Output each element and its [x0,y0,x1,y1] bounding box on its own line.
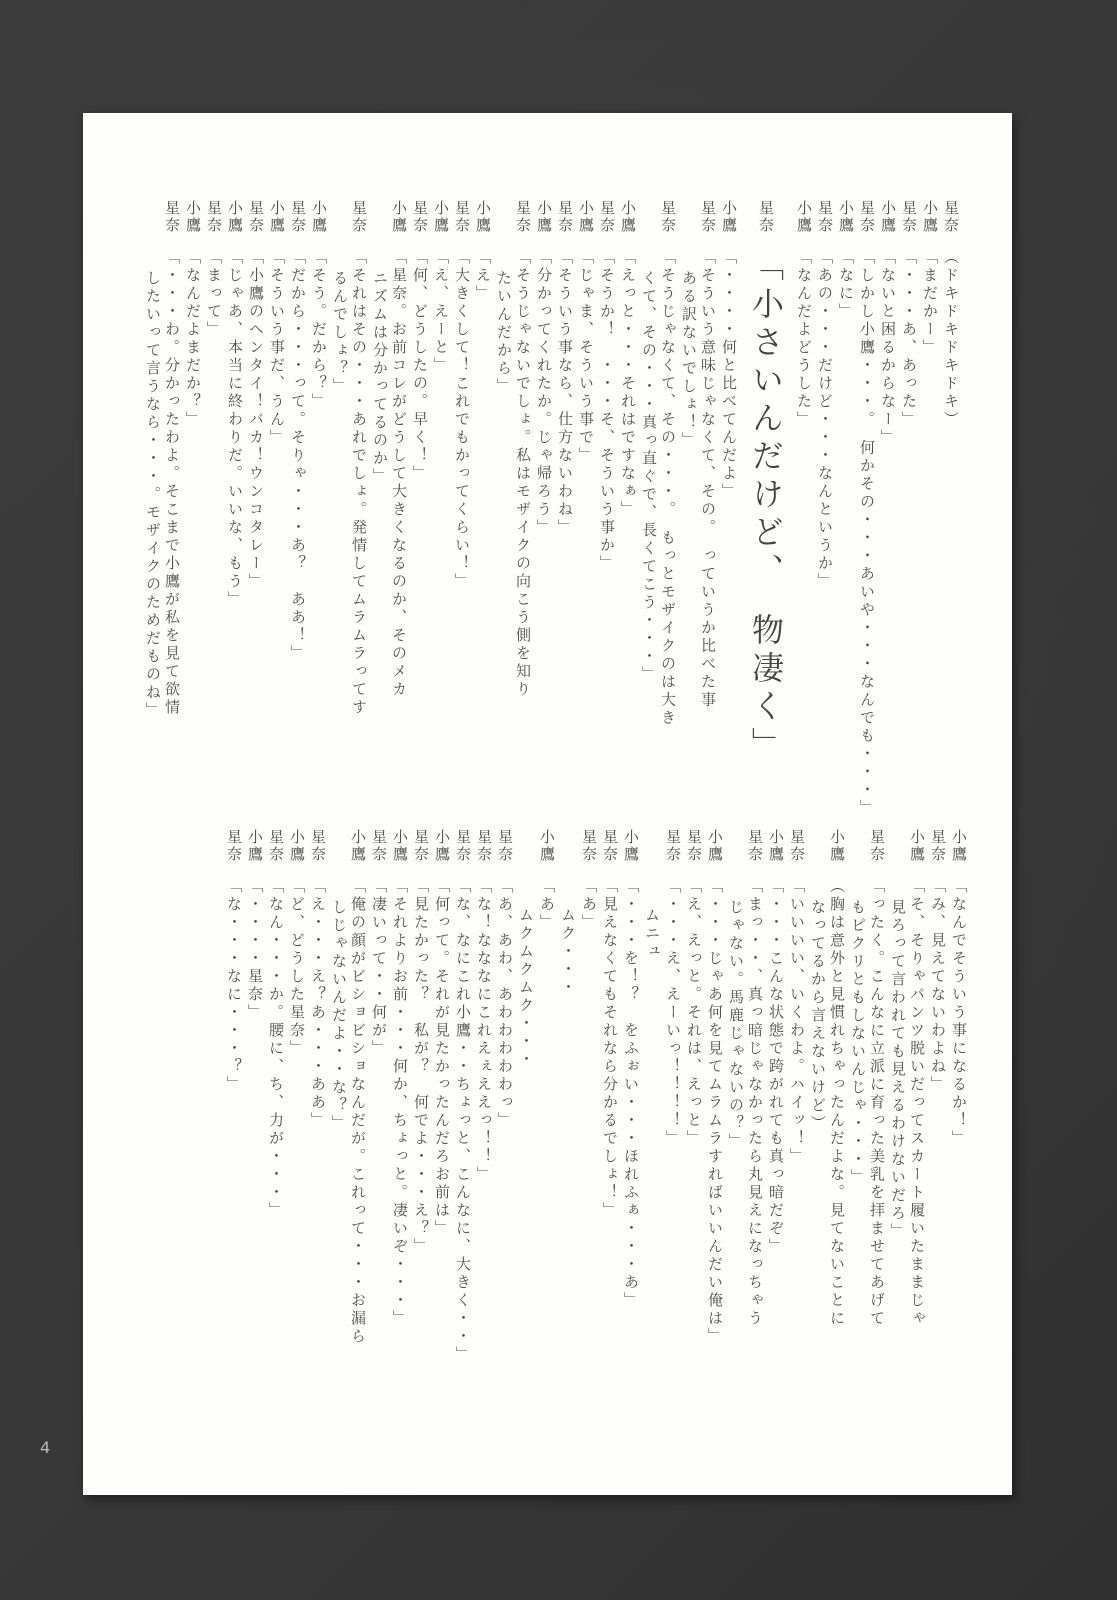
dialogue-line: 「え、えーと」 [432,249,450,375]
speaker-label: 星奈 [556,200,574,234]
speaker-label: 小鷹 [577,200,595,234]
dialogue-entry [684,829,703,1377]
dialogue-entry [534,200,553,756]
speaker-label: 星奈 [929,829,947,863]
dialogue-line: （胸は意外と見慣れちゃったんだよな。見てないことに [828,878,846,1328]
speaker-label: 星奈 [205,200,223,234]
dialogue-line: 「え・・・え？あ・・・ああ」 [309,878,327,1130]
speaker-label: 小鷹 [288,829,306,863]
dialogue-line: 「なん・・・か。腰に、ち、力が・・・」 [267,878,285,1220]
dialogue-line: たいんだから」 [495,270,513,396]
dialogue-line: 「み、見えてないわよね」 [929,878,947,1094]
dialogue-entry [794,200,813,756]
dialogue-line: 「まって」 [205,249,223,339]
dialogue-entry [815,200,834,756]
dialogue-line: なってるから言えないけど） [809,899,827,1133]
dialogue-line: 「なんだよどうした」 [795,249,813,429]
dialogue-line: 「え、えっと。それは、えっと」 [685,878,703,1148]
dialogue-entry [452,200,471,756]
dialogue-entry [787,829,806,1377]
dialogue-line: 「何って。それが見たかったんだろお前は」 [433,878,451,1238]
speaker-label: 星奈 [350,200,368,234]
dialogue-entry [266,829,285,1377]
speaker-label: 星奈 [580,829,598,863]
dialogue-line: 「・・・わ。分かったわよ。そこまで小鷹が私を見て欲情 [163,249,181,717]
speaker-label: 星奈 [601,829,619,863]
speaker-label: 星奈 [664,829,682,863]
dialogue-entry [495,829,514,1377]
dialogue-entry [663,829,682,1377]
dialogue-line: 「ったく。こんなに立派に育った美乳を拝ませてあげて [868,878,886,1328]
dialogue-line: 「まっ・・、真っ暗じゃなかったら丸見えになっちゃう [746,878,764,1328]
dialogue-line: 「あ」 [580,878,598,932]
dialogue-line: 「大きくして！これでもかってくらい！」 [453,249,471,591]
dialogue-entry [410,200,429,756]
dialogue-line: 「そうじゃなくて、その・・・。 もっとモザイクのは大き [659,249,677,728]
dialogue-entry [411,829,430,1377]
dialogue-line: 「なんだよまだか？」 [184,249,202,429]
sfx-entry [642,829,661,1377]
dialogue-entry [899,200,918,756]
dialogue-line: 「星奈。お前コレがどうして大きくなるのか、そのメカ [390,249,408,699]
speaker-label: 小鷹 [837,200,855,234]
dialogue-entry [600,829,619,1377]
dialogue-line: 「そういう意味じゃなくて、その。 っていうか比べた事 [699,249,717,710]
speaker-label: 星奈 [411,200,429,234]
dialogue-line: 「なんでそういう事になるか！」 [950,878,968,1148]
dialogue-line: 「それよりお前・・・何か、ちょっと。凄いぞ・・・」 [391,878,409,1328]
speaker-label: 星奈 [370,829,388,863]
sfx-text: ムクムクムク・・・ [517,907,535,1069]
dialogue-block-lower [222,829,968,1377]
dialogue-entry [453,829,472,1377]
dialogue-entry [225,200,244,756]
dialogue-entry [857,200,876,818]
speaker-label: 小鷹 [246,829,264,863]
dialogue-line: 「な！なななにこれえぇええっ！！」 [475,878,493,1184]
dialogue-entry [537,829,556,1377]
speaker-label: 星奈 [163,200,181,234]
dialogue-line: もピクリともしないんじゃ・・・」 [849,899,867,1187]
speaker-label: 小鷹 [226,200,244,234]
speaker-label: 星奈 [746,829,764,863]
speaker-label: 星奈 [225,829,243,863]
dialogue-entry [204,200,223,756]
speaker-label: 星奈 [685,829,703,863]
dialogue-entry [836,200,855,756]
dialogue-entry [390,829,409,1377]
speaker-label: 小鷹 [310,200,328,234]
speaker-label: 小鷹 [950,829,968,863]
dialogue-line: くて、その・・・真っ直ぐで、長くてこう・・・」 [640,270,658,684]
speaker-label: 小鷹 [433,829,451,863]
dialogue-block-upper [141,200,960,818]
dialogue-line: 「そういう事だ、うん」 [268,249,286,447]
dialogue-line: 「見たかった？ 私が？ 何でよ・・・え？」 [412,878,430,1256]
dialogue-line: るんでしょ？」 [331,270,349,396]
dialogue-line: 「あの・・・だけど・・・なんというか」 [816,249,834,591]
dialogue-line: 「・・・え、えーいっ！！！！」 [664,878,682,1148]
speaker-label: 小鷹 [474,200,492,234]
dialogue-entry [183,200,202,756]
speaker-label: 小鷹 [908,829,926,863]
dialogue-line: 見ろって言われても見えるわけないだろ」 [889,899,907,1241]
dialogue-entry [579,829,598,1377]
speaker-label: 小鷹 [706,829,724,863]
speaker-label: 小鷹 [535,200,553,234]
dialogue-line: 「小さいんだけど、 物凄く」 [747,249,785,765]
dialogue-line: 「俺の顔がビショビショなんだが。これって・・・お漏ら [349,878,367,1346]
dialogue-line: 「何、どうしたの。早く！」 [411,249,429,483]
speaker-label: 星奈 [942,200,960,234]
dialogue-line: 「え」 [474,249,492,303]
dialogue-line: 「凄いって・・何が」 [370,878,388,1058]
dialogue-entry [330,200,368,756]
dialogue-line: 「見えなくてもそれなら分かるでしょ！」 [601,878,619,1220]
speaker-label: 星奈 [659,200,677,234]
dialogue-line: したいって言うなら・・・。モザイクのためだものね」 [144,270,162,720]
dialogue-line: 「だから・・・って。そりゃ・・・あ？ ああ！」 [289,249,307,663]
speaker-label: 星奈 [858,200,876,234]
speaker-label: 小鷹 [879,200,897,234]
dialogue-entry [920,200,939,756]
dialogue-entry [555,200,574,756]
dialogue-entry [679,200,717,756]
speaker-label: 小鷹 [538,829,556,863]
speaker-label: 星奈 [598,200,616,234]
dialogue-line: 「しかし小鷹・・・。 何かその・・・あいや・・・なんでも・・・」 [858,249,876,818]
dialogue-entry [432,829,451,1377]
dialogue-line: （ドキドキドキドキ） [942,249,960,429]
dialogue-entry [246,200,265,756]
speaker-label: 星奈 [816,200,834,234]
speaker-label: 星奈 [453,200,471,234]
dialogue-entry [808,829,846,1377]
speaker-label: 小鷹 [720,200,738,234]
sfx-entry [558,829,577,1377]
dialogue-entry [224,829,243,1377]
dialogue-line: 「分かってくれたか。じゃ帰ろう」 [535,249,553,537]
dialogue-line: 「あ」 [538,878,556,932]
speaker-label: 星奈 [757,200,775,234]
dialogue-line: 「じゃま、そういう事で」 [577,249,595,465]
dialogue-line: ニズムは分かってるのか」 [371,270,389,486]
dialogue-line: 「・・・を！？ をふぉい・・・ほれふぁ・・・あ」 [622,878,640,1310]
dialogue-line: 「そうか！ ・・・そ、そういう事か」 [598,249,616,573]
dialogue-entry [288,200,307,756]
dialogue-line: 「あ、あわ、あわわわわわっ」 [496,878,514,1130]
dialogue-entry [143,200,181,756]
dialogue-entry [740,200,792,765]
dialogue-entry [431,200,450,756]
dialogue-line: 「そ、そりゃパンツ脱いだってスカート履いたままじゃ [908,878,926,1328]
speaker-label: 星奈 [289,200,307,234]
dialogue-line: 「いいいい、いくわよ。ハイッ！」 [788,878,806,1166]
dialogue-line: 「な、なにこれ小鷹・・ちょっと、こんなに、大きく・・」 [454,878,472,1364]
speaker-label: 星奈 [514,200,532,234]
speaker-label: 星奈 [309,829,327,863]
dialogue-entry [369,829,388,1377]
speaker-label: 星奈 [475,829,493,863]
dialogue-entry [848,829,886,1377]
speaker-label: 小鷹 [619,200,637,234]
dialogue-entry [621,829,640,1377]
dialogue-entry [309,200,328,756]
dialogue-entry [474,829,493,1377]
dialogue-line: 「そうじゃないでしょ。私はモザイクの向こう側を知り [514,249,532,699]
dialogue-line: 「それはその・・・あれでしょ。発情してムラムラってす [350,249,368,717]
speaker-label: 小鷹 [795,200,813,234]
speaker-label: 小鷹 [767,829,785,863]
dialogue-entry [267,200,286,756]
dialogue-entry [287,829,306,1377]
speaker-label: 星奈 [868,829,886,863]
speaker-label: 星奈 [454,829,472,863]
sfx-entry [516,829,535,1377]
speaker-label: 小鷹 [349,829,367,863]
speaker-label: 小鷹 [268,200,286,234]
dialogue-line: しじゃないんだよ・・な？」 [330,899,348,1133]
dialogue-line: 「な・・・なに・・・？」 [225,878,243,1094]
dialogue-line: 「ど、どうした星奈」 [288,878,306,1058]
dialogue-line: じゃない。馬鹿じゃないの？」 [727,899,745,1151]
speaker-label: 星奈 [496,829,514,863]
dialogue-entry [766,829,785,1377]
speaker-label: 星奈 [699,200,717,234]
speaker-label: 星奈 [900,200,918,234]
dialogue-entry [329,829,367,1377]
speaker-label: 星奈 [412,829,430,863]
dialogue-entry [719,200,738,756]
dialogue-entry [576,200,595,756]
dialogue-entry [308,829,327,1377]
speaker-label: 星奈 [247,200,265,234]
dialogue-line: 「なに」 [837,249,855,321]
speaker-label: 小鷹 [828,829,846,863]
page-number: 4 [40,1438,51,1457]
speaker-label: 小鷹 [391,829,409,863]
dialogue-entry [928,829,947,1377]
speaker-label: 星奈 [788,829,806,863]
speaker-label: 小鷹 [432,200,450,234]
dialogue-entry [473,200,492,756]
dialogue-entry [878,200,897,756]
dialogue-line: 「・・・じゃあ何を見てムラムラすればいいんだい俺は」 [706,878,724,1346]
dialogue-line: 「ないと困るからなー」 [879,249,897,447]
speaker-label: 星奈 [267,829,285,863]
dialogue-line: 「・・・・星奈」 [246,878,264,1022]
dialogue-line: 「じゃあ、本当に終わりだ。いいな、もう」 [226,249,244,609]
dialogue-line: 「まだかー」 [921,249,939,357]
sfx-text: ムニュ [643,907,661,961]
speaker-label: 小鷹 [390,200,408,234]
dialogue-line: 「・・・あ、あった」 [900,249,918,429]
dialogue-entry [726,829,764,1377]
speaker-label: 小鷹 [622,829,640,863]
dialogue-entry [597,200,616,756]
dialogue-entry [639,200,677,756]
dialogue-entry [949,829,968,1377]
speaker-label: 小鷹 [184,200,202,234]
speaker-label: 小鷹 [921,200,939,234]
dialogue-line: 「そういう事なら、仕方ないわね」 [556,249,574,537]
dialogue-line: 「えっと・・・それはですなぁ」 [619,249,637,519]
dialogue-line: 「・・・・何と比べてんだよ」 [720,249,738,501]
dialogue-entry [941,200,960,756]
dialogue-entry [245,829,264,1377]
sfx-text: ムク・・・ [559,907,577,997]
dialogue-line: 「そう。だから？」 [310,249,328,411]
dialogue-entry [494,200,532,756]
dialogue-line: 「・・・こんな状態で跨がれても真っ暗だぞ」 [767,878,785,1256]
page [83,113,1012,1495]
dialogue-entry [370,200,408,756]
dialogue-entry [705,829,724,1377]
dialogue-entry [888,829,926,1377]
dialogue-line: 「小鷹のヘンタイ！バカ！ウンコタレー」 [247,249,265,591]
dialogue-entry [618,200,637,756]
dialogue-line: ある訳ないでしょ！」 [680,270,698,450]
